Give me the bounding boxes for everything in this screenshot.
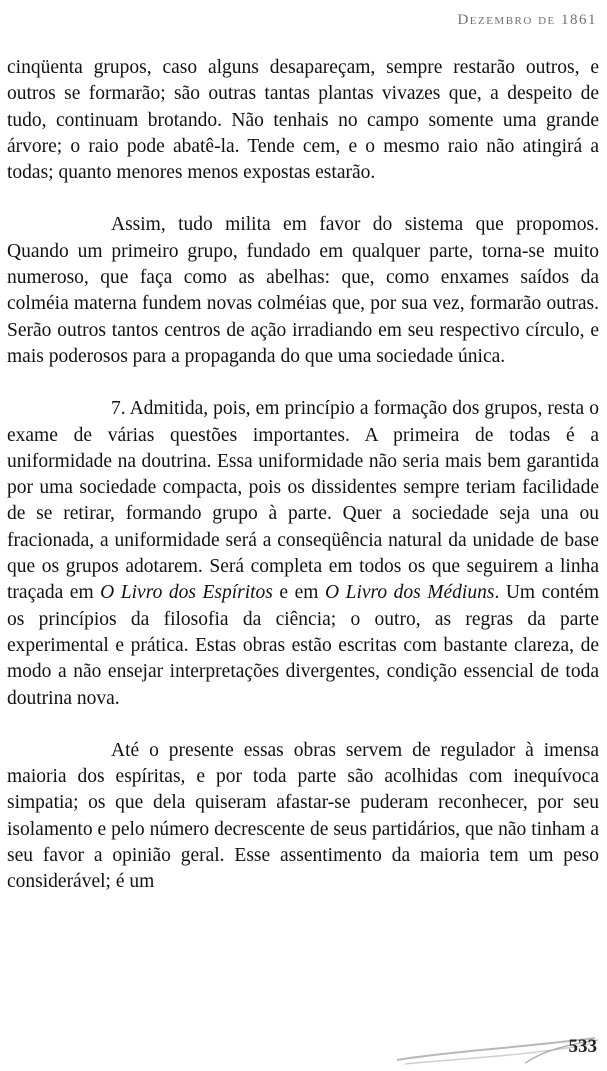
paragraph-3-text-a: 7. Admitida, pois, em princípio a formação dos grupos, resta o exame de várias questões importantes. A primeira de todas é a uniformidade na doutrina. Essa uniformidade não seria mais bem garantida por uma sociedade compacta, pois os dissidentes sempre teriam facilidade de se retirar, formando grupo à parte. Quer a sociedade seja una ou fracionada, a uniformidade será a conseqüência natural da unidade de base que os grupos adotarem. Será completa em todos os que seguirem a linha traçada em [7, 398, 599, 604]
paragraph-2-text: Assim, tudo milita em favor do sistema que propomos. Quando um primeiro grupo, fundado em qualquer parte, torna-se muito numeroso, que faça como as abelhas: que, como enxames saídos da colméia materna fundem novas colméias que, por sua vez, formarão outras. Serão outros tantos centros de ação irradiando em seu respectivo círculo, e mais poderosos para a propaganda do que uma sociedade única. [7, 214, 599, 367]
paragraph-4-text: Até o presente essas obras servem de regulador à imensa maioria dos espíritas, e por toda parte são acolhidas com inequívoca simpatia; os que dela quiseram afastar-se puderam reconhecer, por seu isolamento e pelo número decrescente de seus partidários, que não tinham a seu favor a opinião geral. Esse assentimento da maioria tem um peso considerável; é um [7, 739, 599, 893]
body-text [7, 55, 599, 922]
book-title-livro-dos-mediuns: O Livro dos Médiuns [324, 582, 495, 604]
paragraph-1-text: cinqüenta grupos, caso alguns desapareçam, sempre restarão outros, e outros se formarão; são outras tantas plantas vivazes que, a despeito de tudo, continuam brotando. Não tenhais no campo somente uma grande árvore; o raio pode abatê-la. Tende cem, e o mesmo raio não atingirá a todas; quanto menores menos expostas estarão. [7, 57, 599, 184]
paragraph-3 [7, 396, 599, 712]
page-number: 533 [568, 1036, 597, 1057]
paragraph-3-text-b: e em [272, 582, 325, 604]
book-title-livro-dos-espiritos: O Livro dos Espíritos [100, 582, 273, 604]
paragraph-1 [7, 55, 599, 186]
paragraph-3-text-c: . Um contém os princípios da filosofia da ciência; o outro, as regras da parte experimental e prática. Estas obras estão escritas com bastante clareza, de modo a não ensejar interpretações divergentes, condição essencial de toda doutrina nova. [7, 582, 600, 709]
running-header: Dezembro de 1861 [457, 12, 597, 28]
paragraph-2 [7, 212, 599, 370]
paragraph-4 [7, 738, 599, 896]
